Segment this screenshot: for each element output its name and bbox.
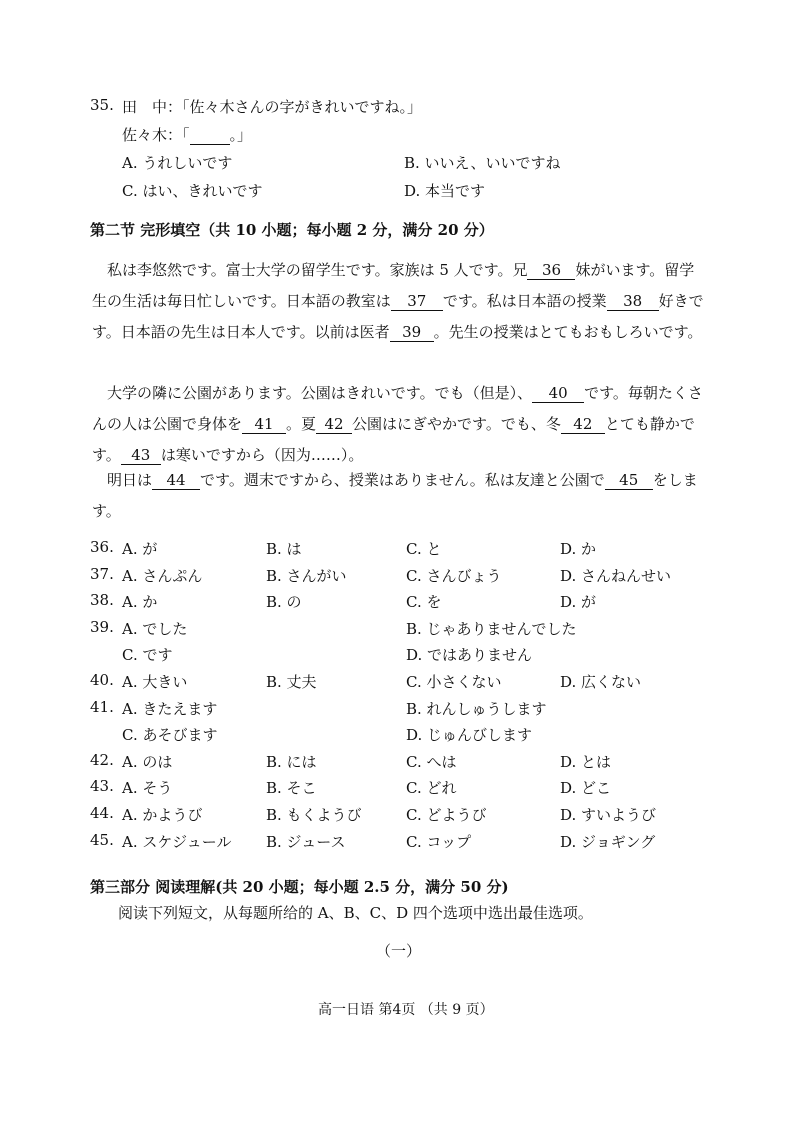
- option-d: D. とは: [560, 752, 612, 771]
- passage-text: 妹がいます。留学生の生活は毎日忙しいです。日本語の教室は: [92, 261, 695, 310]
- question-number: 36.: [90, 538, 114, 556]
- option-d: D. さんねんせい: [560, 566, 672, 585]
- option-c: C. 小さくない: [406, 673, 502, 691]
- question-number: 41.: [90, 697, 114, 716]
- q35-speaker-tanaka: 田 中：: [122, 98, 183, 116]
- option-a: A. か: [122, 593, 158, 612]
- passage-text: です。私は日本語の授業: [442, 292, 607, 310]
- passage-text: 公園はにぎやかです。でも、冬: [352, 415, 561, 433]
- blank-43: 43: [121, 447, 161, 465]
- question-number: 44.: [90, 804, 114, 822]
- blank-37: 37: [391, 293, 443, 311]
- option-b: B. 丈夫: [266, 673, 317, 691]
- blank-40: 40: [532, 385, 584, 403]
- passage-text: 。夏: [286, 415, 317, 433]
- question-number: 43.: [90, 777, 114, 796]
- option-a: A. のは: [122, 752, 173, 771]
- option-d: D. か: [560, 540, 597, 558]
- part3-heading: 第三部分 阅读理解(共 20 小题；每小题 2.5 分，满分 50 分): [90, 878, 509, 896]
- passage-text: とても静かです。: [92, 415, 695, 464]
- option-d: D. 広くない: [560, 673, 642, 691]
- blank-45: 45: [605, 472, 653, 490]
- question-number: 38.: [90, 591, 114, 610]
- option-a: A. かようび: [122, 806, 203, 824]
- option-b: B. さんがい: [266, 566, 347, 585]
- part3-subheading: （一）: [376, 942, 422, 960]
- question-number: 40.: [90, 671, 114, 689]
- blank-36: 36: [527, 262, 575, 280]
- blank-38: 38: [607, 293, 659, 311]
- option-c: C. コップ: [406, 832, 472, 851]
- option-a: A. そう: [122, 779, 173, 798]
- passage-text: 。先生の授業はとてもおもしろいです。: [433, 323, 703, 341]
- option-a: C. あそびます: [122, 726, 218, 745]
- blank-39: 39: [390, 324, 434, 342]
- passage-paragraph-1: [92, 255, 704, 348]
- option-d: D. すいようび: [560, 806, 657, 824]
- blank-42: 42: [316, 416, 352, 434]
- q35-speaker-sasaki: 佐々木：: [122, 126, 183, 144]
- option-a: A. スケジュール: [122, 832, 232, 851]
- q35-tanaka-line: 「佐々木さんの字がきれいですね。」: [182, 98, 423, 116]
- option-d: D. が: [560, 593, 597, 612]
- passage-text: です。週末ですから、授業はありません。私は友達と公園で: [200, 471, 605, 489]
- option-c: C. を: [406, 593, 442, 612]
- option-d: D. どこ: [560, 779, 612, 798]
- option-a: A. 大きい: [122, 673, 188, 691]
- passage-paragraph-2: [92, 378, 704, 471]
- option-c: D. じゅんびします: [406, 726, 533, 745]
- option-b: B. そこ: [266, 779, 317, 798]
- page-footer: 高一日语 第4页 （共 9 页）: [318, 1002, 494, 1018]
- option-c: C. と: [406, 540, 442, 558]
- passage-text: 好きです。日本語の先生は日本人です。以前は医者: [92, 292, 704, 341]
- blank-41: 41: [242, 416, 286, 434]
- passage-text: 私は李悠然です。富士大学の留学生です。家族は 5 人です。兄: [92, 261, 528, 279]
- q35-option-d: D. 本当です: [404, 182, 486, 200]
- q35-number: 35.: [90, 96, 114, 114]
- question-number: 39.: [90, 617, 114, 636]
- option-c: C. へは: [406, 752, 457, 771]
- option-c: D. ではありません: [406, 646, 533, 665]
- option-b: B. ジュース: [266, 832, 346, 851]
- option-b: B. は: [266, 540, 302, 558]
- option-a: C. です: [122, 646, 173, 665]
- passage-text: は寒いですから（因为……）。: [160, 446, 364, 464]
- option-a: A. さんぷん: [122, 566, 203, 585]
- option-c: B. じゃありませんでした: [406, 619, 577, 638]
- option-a: A. が: [122, 540, 158, 558]
- q35-line2: 佐々木：「 。」: [122, 126, 253, 144]
- passage-text: 明日は: [92, 471, 153, 489]
- q35-answer-blank: [190, 127, 230, 145]
- option-b: B. もくようび: [266, 806, 362, 824]
- q35-option-c: C. はい、きれいです: [122, 182, 263, 200]
- question-number: 37.: [90, 564, 114, 583]
- section2-heading: 第二节 完形填空（共 10 小题；每小题 2 分，满分 20 分）: [90, 221, 494, 239]
- option-c: C. どれ: [406, 779, 457, 798]
- option-c: B. れんしゅうします: [406, 699, 547, 718]
- passage-text: をします。: [92, 471, 698, 520]
- q35-option-b: B. いいえ、いいですね: [404, 154, 561, 172]
- passage-text: 大学の隣に公園があります。公園はきれいです。でも（但是）、: [92, 384, 533, 402]
- option-b: B. の: [266, 593, 302, 612]
- question-number: 42.: [90, 750, 114, 769]
- q35-line1: [122, 96, 422, 117]
- passage-paragraph-3: [92, 465, 704, 527]
- q35-option-a: A. うれしいです: [122, 154, 233, 172]
- option-b: B. には: [266, 752, 317, 771]
- question-number: 45.: [90, 830, 114, 849]
- option-a: A. きたえます: [122, 699, 218, 718]
- option-d: D. ジョギング: [560, 832, 656, 851]
- option-a: A. でした: [122, 619, 188, 638]
- part3-instruction: 阅读下列短文，从每题所给的 A、B、C、D 四个选项中选出最佳选项。: [118, 904, 593, 922]
- blank-44: 44: [152, 472, 200, 490]
- passage-text: です。毎朝たくさんの人は公園で身体を: [92, 384, 703, 433]
- option-c: C. どようび: [406, 806, 487, 824]
- blank-42: 42: [561, 416, 605, 434]
- option-c: C. さんびょう: [406, 566, 502, 585]
